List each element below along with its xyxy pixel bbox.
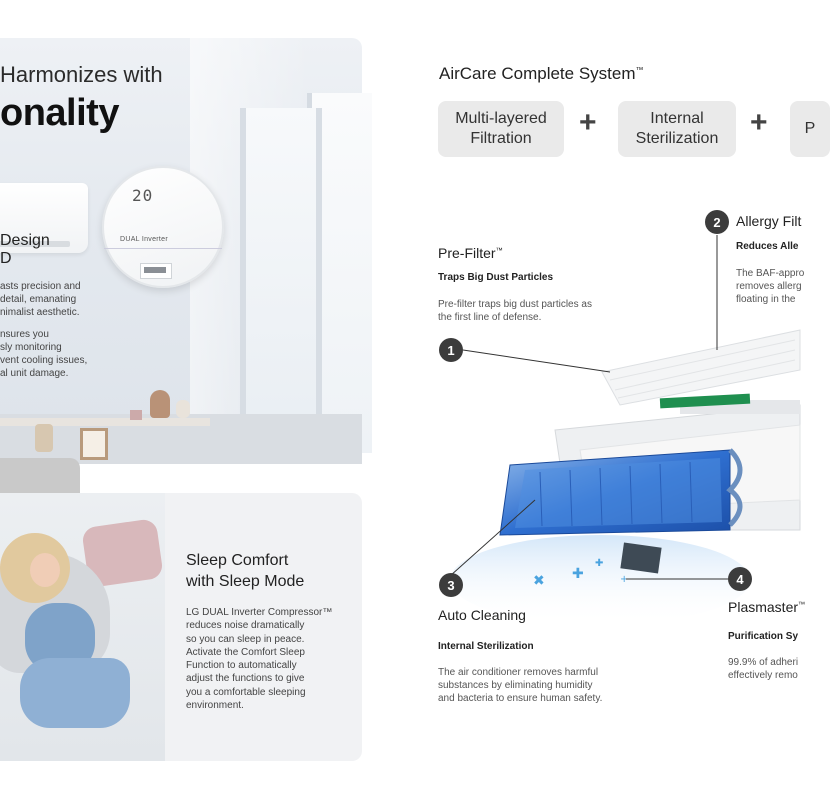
plasmaster-subtitle: Purification Sy bbox=[728, 631, 799, 642]
picture-frame bbox=[80, 428, 108, 460]
ac-temperature-display: 20 bbox=[132, 186, 154, 205]
sparkle-icon: ✖ bbox=[533, 573, 545, 589]
plasmaster-description bbox=[728, 656, 798, 682]
number-badge-1: 1 bbox=[439, 338, 463, 362]
text-line: vent cooling issues, bbox=[0, 355, 88, 366]
pill-line: P bbox=[804, 120, 816, 137]
plant-pot bbox=[130, 410, 142, 420]
sparkle-icon: + bbox=[620, 574, 629, 585]
auto-cleaning-title: Auto Cleaning bbox=[438, 607, 526, 623]
pill-purification bbox=[790, 101, 830, 157]
text-line: The air conditioner removes harmful bbox=[438, 667, 599, 678]
prefilter-description bbox=[438, 298, 592, 324]
text-line: you a comfortable sleeping bbox=[186, 686, 306, 698]
prefilter-title bbox=[438, 245, 503, 261]
pill-line: Multi-layered bbox=[455, 110, 547, 127]
text-line: 99.9% of adheri bbox=[728, 657, 799, 668]
design-paragraph-1 bbox=[0, 280, 81, 319]
pill-internal-sterilization bbox=[618, 101, 736, 157]
allergy-filter-title: Allergy Filt bbox=[736, 213, 802, 229]
ac-brand-label: DUAL Inverter bbox=[120, 236, 168, 243]
text-line: and bacteria to ensure human safety. bbox=[438, 693, 603, 704]
text-line: sly monitoring bbox=[0, 342, 62, 353]
trademark: ™ bbox=[798, 601, 806, 609]
lamp bbox=[35, 424, 53, 452]
allergy-filter-description bbox=[736, 267, 804, 306]
text-line: effectively remo bbox=[728, 670, 798, 681]
number-badge-3: 3 bbox=[439, 573, 463, 597]
text-line: floating in the bbox=[736, 294, 796, 305]
text-line: LG DUAL Inverter Compressor™ bbox=[186, 607, 333, 618]
trademark: ™ bbox=[495, 247, 503, 255]
text-line: reduces noise dramatically bbox=[186, 620, 305, 632]
aircare-title-text: AirCare Complete System bbox=[439, 64, 636, 83]
aircare-title bbox=[439, 64, 644, 84]
text-line: The BAF-appro bbox=[736, 268, 805, 279]
prefilter-subtitle: Traps Big Dust Particles bbox=[438, 272, 554, 283]
auto-cleaning-description bbox=[438, 666, 602, 705]
headline-line-1: Harmonizes with bbox=[0, 62, 163, 87]
text-line: asts precision and bbox=[0, 281, 81, 292]
pill-line: Internal bbox=[650, 110, 704, 127]
text-line: detail, emanating bbox=[0, 294, 77, 305]
ac-panel-line bbox=[104, 248, 222, 249]
vase bbox=[150, 390, 170, 418]
jeans bbox=[20, 658, 130, 728]
plus-icon: + bbox=[750, 106, 768, 139]
sleep-title bbox=[186, 550, 304, 592]
number-badge-2: 2 bbox=[705, 210, 729, 234]
leader-line-1 bbox=[463, 350, 610, 372]
prefilter-title-text: Pre-Filter bbox=[438, 245, 496, 261]
text-line: nimalist aesthetic. bbox=[0, 307, 80, 318]
sparkle-icon: ✚ bbox=[572, 566, 584, 582]
text-line: Function to automatically bbox=[186, 660, 297, 672]
ac-label-tag-print bbox=[144, 267, 166, 273]
text-line: so you can sleep in peace. bbox=[186, 633, 305, 645]
pill-line: Sterilization bbox=[635, 130, 719, 147]
trademark: ™ bbox=[635, 65, 644, 75]
text-line: adjust the functions to give bbox=[186, 673, 305, 685]
woman-face bbox=[30, 553, 60, 587]
window-frame bbox=[240, 108, 322, 438]
design-paragraph-2 bbox=[0, 328, 87, 380]
text-line: removes allerg bbox=[736, 281, 802, 292]
text-line: substances by eliminating humidity bbox=[438, 680, 593, 691]
pre-filter-mesh bbox=[602, 330, 800, 405]
text-line: Pre-filter traps big dust particles as bbox=[438, 299, 592, 310]
sleep-title-line-1: Sleep Comfort bbox=[186, 552, 289, 569]
sparkle-icon: ✚ bbox=[595, 558, 604, 569]
headline-line-2: onality bbox=[0, 92, 119, 134]
number-badge-4: 4 bbox=[728, 567, 752, 591]
sleep-title-line-2: with Sleep Mode bbox=[186, 573, 305, 590]
plasmaster-title-text: Plasmaster bbox=[728, 599, 799, 615]
text-line: environment. bbox=[186, 700, 244, 712]
vase-small bbox=[176, 400, 190, 418]
plasmaster-title bbox=[728, 599, 805, 615]
auto-cleaning-subtitle: Internal Sterilization bbox=[438, 641, 534, 652]
ac-exploded-diagram bbox=[430, 200, 800, 630]
text-line: al unit damage. bbox=[0, 368, 69, 379]
text-line: nsures you bbox=[0, 329, 49, 340]
sleep-description bbox=[186, 606, 332, 712]
text-line: Activate the Comfort Sleep bbox=[186, 646, 305, 658]
design-heading-2: D bbox=[0, 250, 12, 267]
ac-label-tag bbox=[140, 263, 172, 279]
plus-icon: + bbox=[579, 106, 597, 139]
pill-line: Filtration bbox=[470, 130, 532, 147]
sofa bbox=[0, 458, 80, 498]
plasmaster-ionizer bbox=[620, 542, 661, 573]
text-line: the first line of defense. bbox=[438, 312, 542, 323]
allergy-filter-subtitle: Reduces Alle bbox=[736, 241, 799, 252]
shelf bbox=[0, 418, 210, 426]
design-heading: Design bbox=[0, 232, 50, 249]
pill-multi-layered-filtration bbox=[438, 101, 564, 157]
